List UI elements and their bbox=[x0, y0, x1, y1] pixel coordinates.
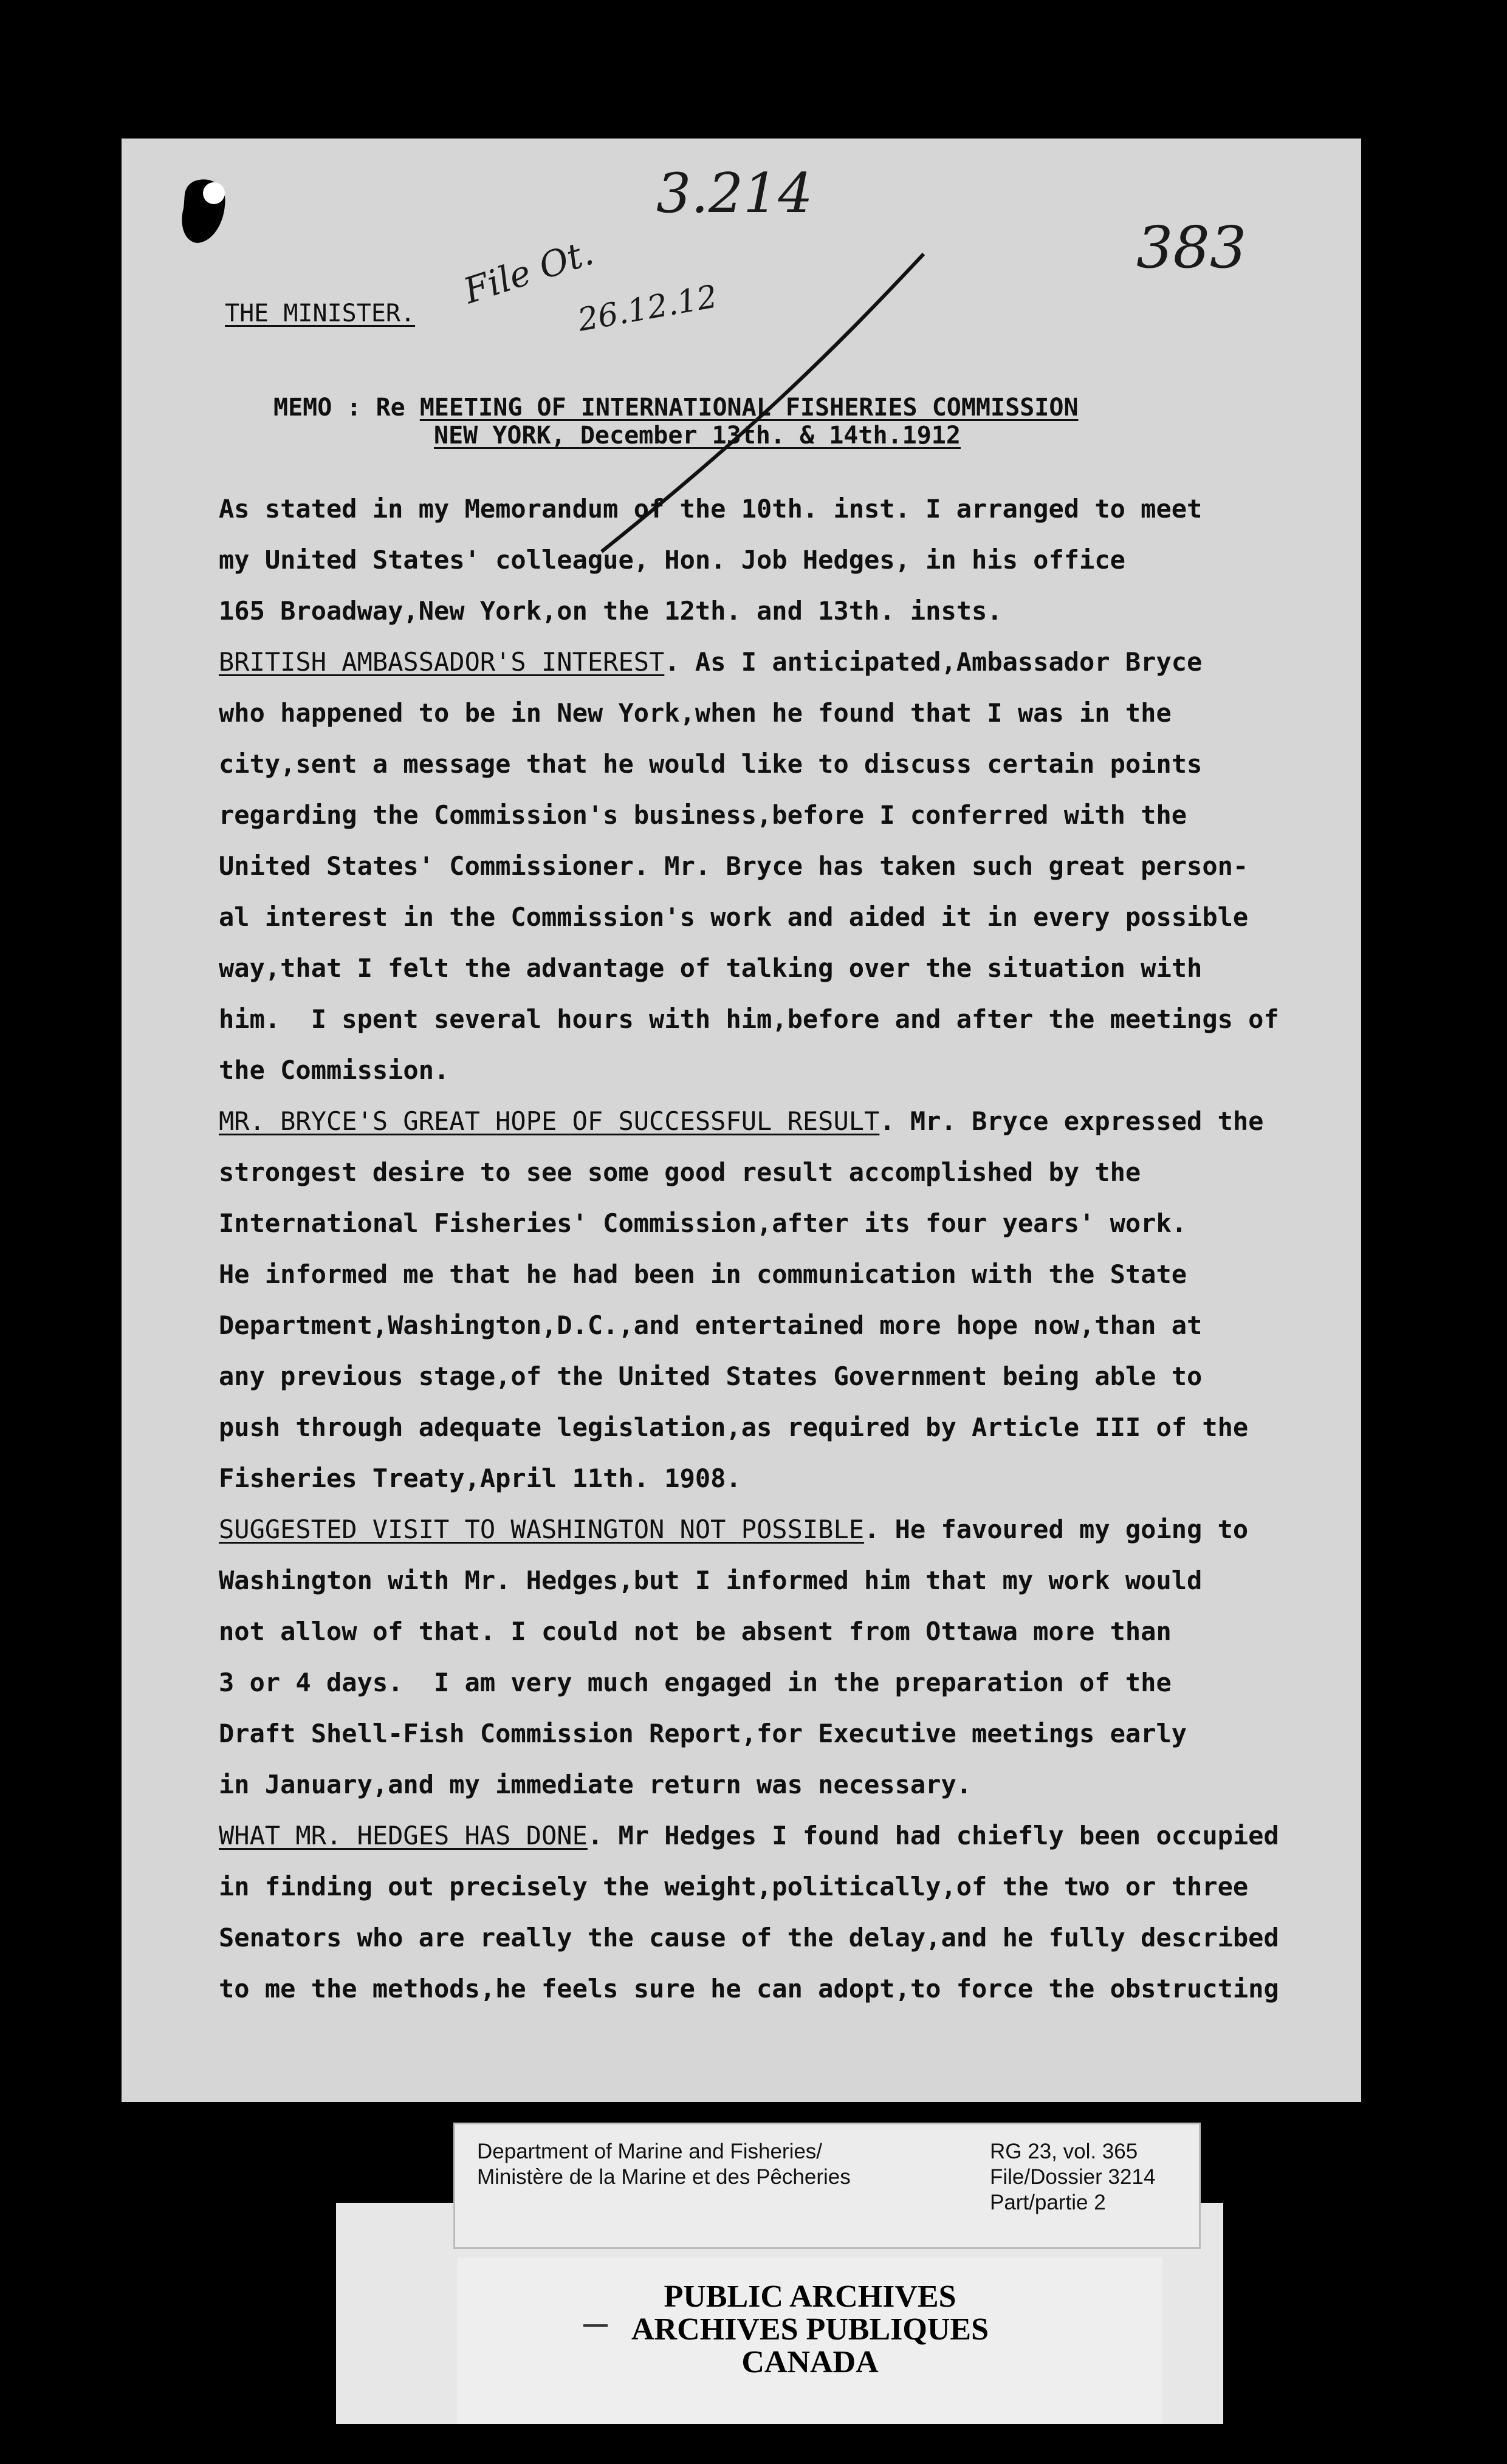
body-line bbox=[219, 1514, 1248, 1545]
body-line bbox=[219, 647, 1202, 677]
handwritten-file-date: 26.12.12 bbox=[575, 278, 721, 339]
body-text: who happened to be in New York,when he found that I was in the bbox=[219, 698, 1172, 728]
body-text: to me the methods,he feels sure he can adopt,to force the obstructing bbox=[219, 1974, 1279, 2004]
body-line bbox=[219, 1923, 1279, 1953]
body-text: regarding the Commission's business,before I conferred with the bbox=[219, 800, 1187, 830]
section-heading: WHAT MR. HEDGES HAS DONE bbox=[219, 1821, 588, 1850]
department-line-2: Ministère de la Marine et des Pêcheries bbox=[477, 2165, 851, 2189]
memo-title-line1: MEETING OF INTERNATIONAL FISHERIES COMMISSION bbox=[419, 394, 1079, 422]
archives-stamp bbox=[458, 2257, 1162, 2424]
body-line bbox=[219, 851, 1248, 881]
body-text: . Mr Hedges I found had chiefly been occupied bbox=[587, 1821, 1279, 1850]
body-text: Fisheries Treaty,April 11th. 1908. bbox=[219, 1463, 741, 1493]
handwritten-file-number: 3.214 bbox=[656, 162, 813, 225]
body-text: any previous stage,of the United States Government being able to bbox=[219, 1361, 1203, 1391]
section-heading: MR. BRYCE'S GREAT HOPE OF SUCCESSFUL RESULT bbox=[219, 1106, 880, 1136]
file-dossier: File/Dossier 3214 bbox=[990, 2165, 1156, 2189]
body-line bbox=[219, 1872, 1248, 1902]
body-line bbox=[219, 1821, 1279, 1851]
body-line bbox=[219, 1974, 1279, 2004]
body-text: 165 Broadway,New York,on the 12th. and 13th. insts. bbox=[219, 596, 1003, 626]
body-text: in January,and my immediate return was necessary. bbox=[219, 1770, 972, 1799]
body-line bbox=[219, 800, 1187, 830]
body-text: Department,Washington,D.C.,and entertained more hope now,than at bbox=[219, 1310, 1203, 1340]
body-line bbox=[219, 494, 1202, 524]
record-reference bbox=[990, 2139, 1155, 2216]
section-heading: BRITISH AMBASSADOR'S INTEREST bbox=[219, 647, 665, 677]
body-line bbox=[219, 1668, 1172, 1698]
section-heading: SUGGESTED VISIT TO WASHINGTON NOT POSSIBLE bbox=[219, 1514, 865, 1544]
body-line bbox=[219, 1463, 741, 1494]
body-text: strongest desire to see some good result accomplished by the bbox=[219, 1157, 1141, 1187]
body-text: Senators who are really the cause of the delay,and he fully described bbox=[219, 1923, 1279, 1952]
body-text: al interest in the Commission's work and aided it in every possible bbox=[219, 902, 1249, 932]
body-text: As stated in my Memorandum of the 10th. inst. I arranged to meet bbox=[219, 494, 1203, 524]
body-line bbox=[219, 596, 1003, 626]
body-text: way,that I felt the advantage of talking over the situation with bbox=[219, 953, 1203, 983]
body-line bbox=[219, 1310, 1202, 1341]
body-text: 3 or 4 days. I am very much engaged in the preparation of the bbox=[219, 1668, 1172, 1697]
body-line bbox=[219, 545, 1125, 575]
body-line bbox=[219, 1004, 1279, 1035]
body-line bbox=[219, 953, 1202, 984]
body-line bbox=[219, 1617, 1172, 1647]
body-text: city,sent a message that he would like to discuss certain points bbox=[219, 749, 1203, 779]
body-text: the Commission. bbox=[219, 1055, 450, 1085]
body-line bbox=[219, 1157, 1141, 1188]
body-line bbox=[219, 1106, 1263, 1137]
body-line bbox=[219, 1412, 1248, 1443]
body-line bbox=[219, 749, 1202, 779]
record-group: RG 23, vol. 365 bbox=[990, 2140, 1138, 2163]
addressee: THE MINISTER. bbox=[225, 299, 416, 327]
body-line bbox=[219, 1566, 1202, 1596]
body-line bbox=[219, 1770, 972, 1800]
body-text: United States' Commissioner. Mr. Bryce has taken such great person- bbox=[219, 851, 1249, 881]
body-text: He informed me that he had been in communication with the State bbox=[219, 1259, 1187, 1289]
archives-line-2: ARCHIVES PUBLIQUES bbox=[631, 2312, 989, 2347]
body-line bbox=[219, 698, 1172, 728]
body-text: . He favoured my going to bbox=[864, 1514, 1249, 1544]
punch-hole-icon bbox=[176, 175, 231, 248]
handwritten-page-number: 383 bbox=[1136, 214, 1247, 281]
memo-page bbox=[122, 139, 1361, 2102]
body-line bbox=[219, 1259, 1187, 1290]
body-line bbox=[219, 1361, 1202, 1392]
memo-title bbox=[273, 394, 1079, 450]
body-line bbox=[219, 1208, 1187, 1239]
archives-line-1: PUBLIC ARCHIVES bbox=[664, 2279, 956, 2314]
body-text: him. I spent several hours with him,before and after the meetings of bbox=[219, 1004, 1279, 1034]
body-text: . Mr. Bryce expressed the bbox=[879, 1106, 1264, 1136]
body-text: push through adequate legislation,as required by Article III of the bbox=[219, 1412, 1249, 1442]
handwritten-file-note: File Ot. bbox=[458, 231, 599, 312]
dash-mark bbox=[583, 2324, 608, 2327]
department-line-1: Department of Marine and Fisheries/ bbox=[477, 2140, 823, 2163]
body-text: International Fisheries' Commission,after its four years' work. bbox=[219, 1208, 1187, 1238]
body-text: my United States' colleague, Hon. Job Hedges, in his office bbox=[219, 545, 1125, 575]
body-line bbox=[219, 1055, 449, 1086]
department-name bbox=[477, 2139, 851, 2190]
part-partie: Part/partie 2 bbox=[990, 2191, 1106, 2214]
memo-title-line2: NEW YORK, December 13th. & 14th.1912 bbox=[434, 422, 961, 450]
body-line bbox=[219, 902, 1248, 933]
body-text: Draft Shell-Fish Commission Report,for Executive meetings early bbox=[219, 1719, 1187, 1748]
reference-label bbox=[453, 2123, 1201, 2249]
archives-line-3: CANADA bbox=[741, 2345, 879, 2380]
body-line bbox=[219, 1719, 1187, 1749]
memo-prefix: MEMO : Re bbox=[273, 394, 420, 422]
body-text: in finding out precisely the weight,politically,of the two or three bbox=[219, 1872, 1249, 1901]
body-text: Washington with Mr. Hedges,but I informed him that my work would bbox=[219, 1566, 1203, 1595]
body-text: not allow of that. I could not be absent from Ottawa more than bbox=[219, 1617, 1172, 1646]
body-text: . As I anticipated,Ambassador Bryce bbox=[664, 647, 1203, 677]
